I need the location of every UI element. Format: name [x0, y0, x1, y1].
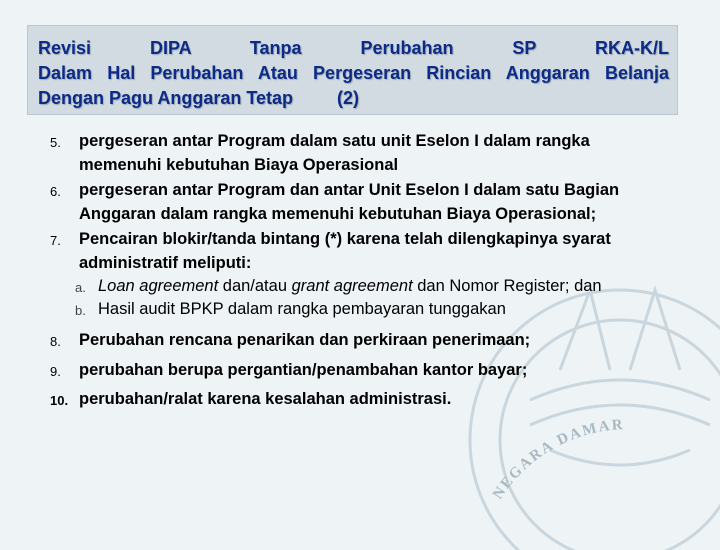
numbered-list: [50, 130, 690, 414]
item-line: pergeseran antar Program dalam satu unit Eselon I dalam rangka: [79, 132, 590, 150]
sub-item-letter: b.: [75, 303, 86, 318]
title-line-2: Dalam Hal Perubahan Atau Pergeseran Rincian Anggaran Belanja: [38, 63, 669, 83]
item-number: 7.: [50, 233, 61, 248]
sub-item-text-italic: grant agreement: [291, 277, 413, 295]
item-line: perubahan/ralat karena kesalahan administrasi.: [79, 390, 452, 408]
title-line-3-text: Dengan Pagu Anggaran Tetap: [38, 88, 294, 108]
title-word: Perubahan: [360, 38, 454, 58]
item-line: pergeseran antar Program dan antar Unit Eselon I dalam satu Bagian: [79, 181, 620, 199]
item-line: memenuhi kebutuhan Biaya Operasional: [79, 155, 399, 174]
item-line: Perubahan rencana penarikan dan perkiraan penerimaan;: [79, 331, 531, 349]
item-line: administratif meliputi:: [79, 253, 252, 272]
title-word: DIPA: [149, 38, 191, 58]
title-box: [27, 25, 678, 115]
sub-item-text-italic: Loan agreement: [98, 277, 219, 295]
item-line: Anggaran dalam rangka memenuhi kebutuhan Biaya Operasional;: [79, 204, 597, 223]
item-number: 10.: [50, 393, 69, 408]
list-item: [50, 388, 690, 412]
item-line: perubahan berupa pergantian/penambahan kantor bayar;: [79, 360, 528, 379]
title-word: RKA-K/L: [594, 38, 669, 58]
title-line-1: [38, 36, 669, 61]
list-item: [50, 228, 690, 275]
item-number: 8.: [50, 334, 61, 349]
item-number: 6.: [50, 184, 61, 199]
item-number: 9.: [50, 363, 61, 379]
item-number: 5.: [50, 135, 61, 150]
sub-item-text: dan Nomor Register; dan: [412, 277, 602, 295]
title-line-3-number: (2): [337, 88, 360, 108]
sub-item: [50, 275, 690, 298]
title-line-3: [38, 86, 669, 111]
sub-item: [50, 298, 690, 321]
list-item: [50, 329, 690, 353]
title-word: Tanpa: [249, 38, 302, 58]
list-item: [50, 130, 690, 177]
sub-item-letter: a.: [75, 280, 86, 295]
sub-item-text: dan/atau: [218, 277, 292, 295]
sub-item-text: Hasil audit BPKP dalam rangka pembayaran tunggakan: [98, 300, 506, 318]
list-item: [50, 179, 690, 226]
list-item: [50, 359, 690, 383]
watermark-text: NEGARA DAMAR: [489, 417, 626, 503]
title-word: SP: [512, 38, 537, 58]
svg-text:NEGARA DAMAR: [490, 417, 625, 502]
item-line: Pencairan blokir/tanda bintang (*) karena telah dilengkapinya syarat: [79, 230, 611, 248]
title-word: Revisi: [38, 38, 92, 58]
